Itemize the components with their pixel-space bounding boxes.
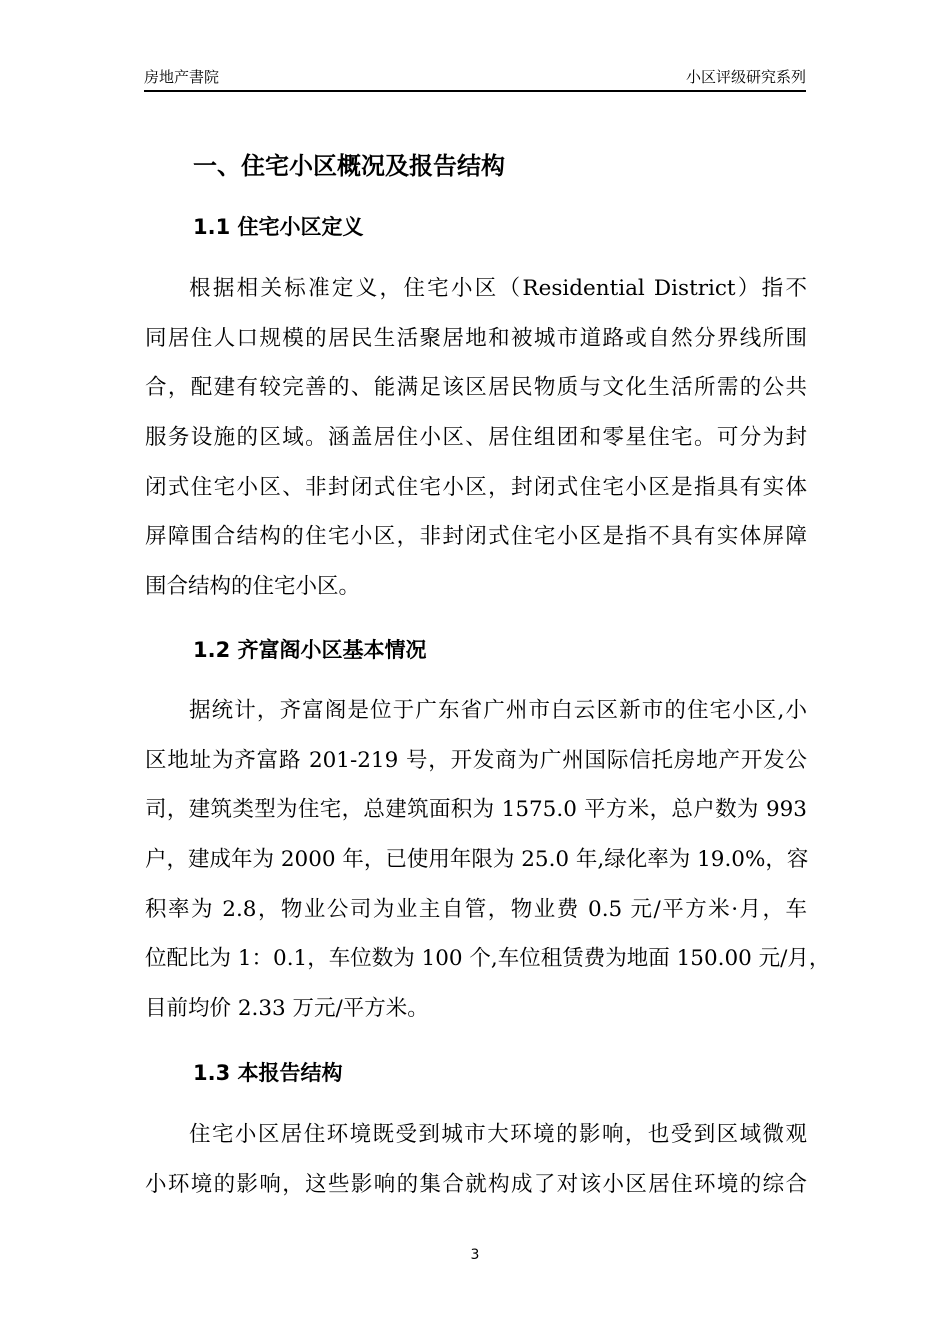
paragraph-line: 目前均价 2.33 万元/平方米。 <box>145 996 429 1022</box>
paragraph-line: 小环境的影响，这些影响的集合就构成了对该小区居住环境的综合 <box>145 1171 807 1197</box>
page-number: 3 <box>470 1247 480 1263</box>
section-heading-1-2: 1.2 齐富阁小区基本情况 <box>193 638 427 662</box>
paragraph-line: 服务设施的区域。涵盖居住小区、居住组团和零星住宅。可分为封 <box>145 425 807 451</box>
section-paragraph-1-1 <box>145 264 807 612</box>
paragraph-line: 区地址为齐富路 201-219 号，开发商为广州国际信托房地产开发公 <box>145 747 807 773</box>
chapter-title: 一、住宅小区概况及报告结构 <box>193 152 505 180</box>
header-divider <box>144 90 806 92</box>
paragraph-line: 根据相关标准定义，住宅小区（Residential District）指不 <box>189 276 807 301</box>
paragraph-line: 屏障围合结构的住宅小区，非封闭式住宅小区是指不具有实体屏障 <box>145 524 807 550</box>
section-heading-1-1: 1.1 住宅小区定义 <box>193 215 364 239</box>
section-paragraph-1-2 <box>145 686 831 1034</box>
paragraph-line: 据统计，齐富阁是位于广东省广州市白云区新市的住宅小区,小 <box>189 698 807 723</box>
section-paragraph-1-3 <box>145 1110 807 1209</box>
paragraph-line: 户，建成年为 2000 年，已使用年限为 25.0 年,绿化率为 19.0%，容 <box>145 847 809 873</box>
paragraph-line: 同居住人口规模的居民生活聚居地和被城市道路或自然分界线所围 <box>145 325 807 351</box>
paragraph-line: 闭式住宅小区、非封闭式住宅小区，封闭式住宅小区是指具有实体 <box>145 474 807 500</box>
page-header-right: 小区评级研究系列 <box>685 68 806 86</box>
section-heading-1-3: 1.3 本报告结构 <box>193 1061 343 1085</box>
paragraph-line: 围合结构的住宅小区。 <box>145 574 361 600</box>
paragraph-line: 积率为 2.8，物业公司为业主自管，物业费 0.5 元/平方米·月，车 <box>145 896 807 922</box>
paragraph-line: 合，配建有较完善的、能满足该区居民物质与文化生活所需的公共 <box>145 375 807 401</box>
paragraph-line: 位配比为 1：0.1，车位数为 100 个,车位租赁费为地面 150.00 元/月， <box>145 946 831 972</box>
page-header-left: 房地产書院 <box>144 68 220 86</box>
paragraph-line: 司，建筑类型为住宅，总建筑面积为 1575.0 平方米，总户数为 993 <box>145 797 807 823</box>
paragraph-line: 住宅小区居住环境既受到城市大环境的影响，也受到区域微观 <box>189 1122 807 1147</box>
